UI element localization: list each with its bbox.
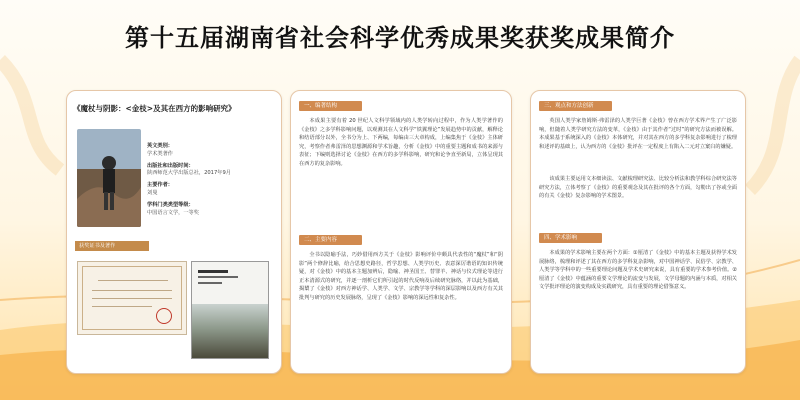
- field-value: 学术类著作: [147, 150, 173, 157]
- section-heading: 二、主要内容: [299, 235, 362, 245]
- field-value: 刘曼: [147, 189, 158, 196]
- section-text: 本成果的学术影响主要在两个方面：①厘清了《金枝》中的基本主题及获得学术发展脉络，梳理和评述了其在西方的多学科复杂影响，对中国神话学、民俗学、宗教学、人类学等学科中的一些重要理论问题及学术史研究来说，具有重要的学术参考价值。②厘清了《金枝》中蕴涵的重要文学理论的流变与发展，文学母题的内涵与本质，对相关文学批评理论的演变构成及实践研究，具有重要的理论借鉴意义。: [539, 250, 737, 291]
- field-label: 英文类别：: [147, 143, 173, 149]
- section-text: 全书以隐喻手法，巧妙借用西方关于《金枝》影响评价中颇具代表性的“魔杖”和“阴影”两个修辞比喻，给合思想史路径，哲学思想、人类学历史、表意深厉谐语的知识传统疑，对《金枝》中的基本主题加辨后，隐喻、神圣国王、替罪羊、神话与仪式理论等进行正本清源式的研究，并逐一剖析它们所引起的时代反响及后续研究脉络，并以此为基础，揭橥了《金枝》对西方神话学、人类学、文学、宗教学等学科的深层影响以及西方有关其批判与研究的历史发展脉络，呈现了《金枝》影响的深远性和复杂性。: [299, 252, 503, 301]
- book-details: [147, 139, 275, 217]
- content-panel: [290, 90, 512, 374]
- field-label: 主要作者：: [147, 182, 173, 189]
- field-label: 学科门类类型等级：: [147, 201, 194, 208]
- book-info-panel: [66, 90, 282, 374]
- section-heading: 一、编著结构: [299, 101, 362, 111]
- section-text: 本成果主要有着 20 世纪人文科学领域内的人类学转向过程中，作为人类学著作的《金枝》之多学科影响问题，以观测其在人文科学“铁翼理论”发展趋势中的贡献，解释论和结语部分以外，全书分为上、下两编，每编由三大章构成，上编集焦于《金枝》主体研究，考察作者弗雷泽的思想渊源和学术旨趣，分析《金枝》中的重要主题和成书的来源与表征；下编则选择讨论《金枝》在西方的多学科影响，研究和论争直至新局，立体呈现其在西方的复杂影响。: [299, 118, 503, 167]
- section-text: 英国人类学家詹姆斯·弗雷泽的人类学巨著《金枝》曾在西方学术界产生了广泛影响，但随着人类学研究方法的变革，《金枝》由于其作者“过时”的研究方法而被误解。本成果基于系统深入的《金枝》本体研究，并对其在西方的多学科复杂影响进行了梳理和述评的基础上，认为西方的《金枝》批评在一定程度上有陷入二元对立窠臼的嫌疑。: [539, 118, 737, 150]
- award-certificate-image: [77, 261, 187, 335]
- section-heading: 四、学术影响: [539, 233, 602, 243]
- section-heading: 三、观点和方法创新: [539, 101, 612, 111]
- book-cover-image: [191, 261, 269, 359]
- field-label: 出版社和出版时间：: [147, 162, 194, 169]
- field-value: 陕西师范大学出版总社，2017年9月: [147, 170, 231, 177]
- author-photo: [77, 129, 141, 227]
- section-text: 该成果主要运用文本细读法、文献梳理研究法、比较分析法和教学科综合研究法等研究方法，立体考察了《金枝》的重要观念及其在批评的各个方面，勾勒出了谷或全面的有关《金枝》复杂影响的学术图景。: [539, 176, 737, 200]
- innovation-panel: [530, 90, 746, 374]
- field-value: 中国语言文学，一等奖: [147, 209, 199, 216]
- book-title: 《魔杖与阴影：<金枝>及其在西方的影响研究》: [73, 104, 236, 113]
- page-title: 第十五届湖南省社会科学优秀成果奖获奖成果简介: [125, 24, 675, 52]
- cert-section-label: 获奖证书及著作: [75, 241, 149, 251]
